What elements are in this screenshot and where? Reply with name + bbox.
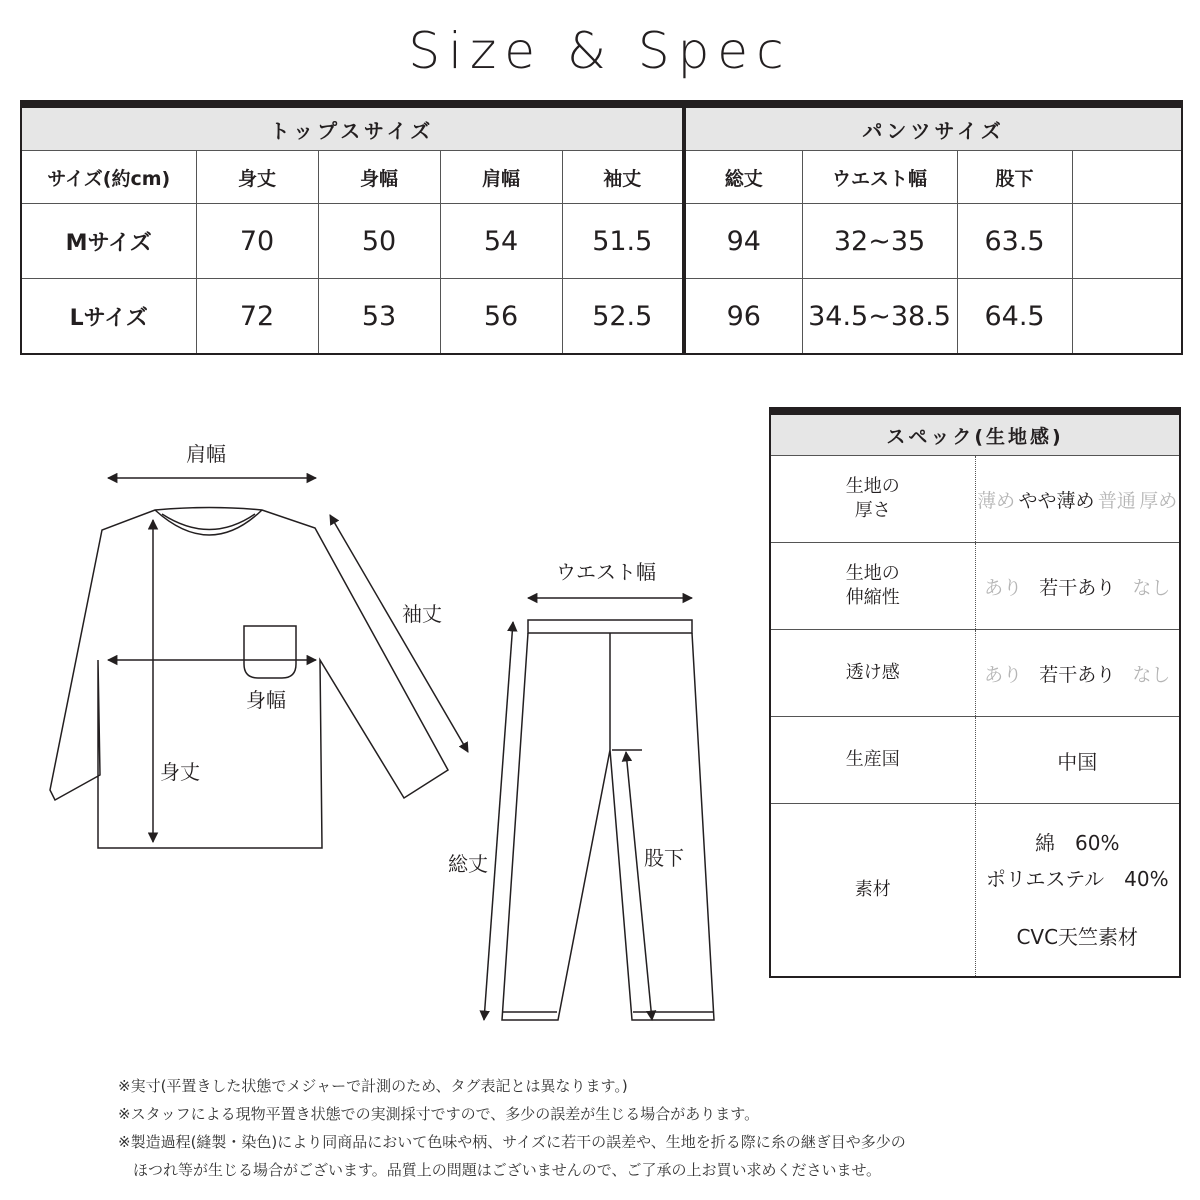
note-line: ※実寸(平置きした状態でメジャーで計測のため、タグ表記とは異なります。) (118, 1077, 628, 1095)
material-line: 綿 60% (1035, 831, 1120, 855)
scale-option: あり (984, 576, 1023, 599)
garment-diagram (0, 380, 760, 1040)
table-cell: 70 (196, 204, 318, 279)
table-cell: 51.5 (562, 204, 684, 279)
col-inseam: 股下 (957, 151, 1072, 204)
spec-header: スペック(生地感) (770, 411, 1180, 456)
waist-label: ウエスト幅 (556, 560, 656, 584)
material-line: CVC天竺素材 (1016, 925, 1139, 949)
spec-row-stretch (770, 543, 1180, 630)
table-cell: 64.5 (957, 279, 1072, 355)
pants-size-header: パンツサイズ (684, 104, 1182, 151)
size-table (20, 100, 1183, 355)
table-cell: 53 (318, 279, 440, 355)
origin-value: 中国 (975, 717, 1180, 804)
size-label: Mサイズ (21, 204, 196, 279)
col-empty (1072, 151, 1182, 204)
length-label: 身丈 (160, 760, 200, 784)
sleeve-label: 袖丈 (402, 602, 442, 626)
spec-row-material (770, 804, 1180, 978)
table-cell: 54 (440, 204, 562, 279)
table-row (21, 279, 1182, 355)
spec-scale (975, 630, 1180, 717)
scale-option: なし (1132, 663, 1171, 686)
table-cell (1072, 204, 1182, 279)
spec-table (769, 407, 1181, 978)
scale-option: 普通 (1097, 489, 1136, 512)
table-cell: 63.5 (957, 204, 1072, 279)
table-cell: 50 (318, 204, 440, 279)
page-title: Size & Spec (408, 22, 792, 80)
material-line: ポリエステル 40% (985, 867, 1169, 891)
col-total-length: 総丈 (684, 151, 802, 204)
spec-scale (975, 543, 1180, 630)
col-size: サイズ(約cm) (21, 151, 196, 204)
notes (118, 1072, 1178, 1184)
material-value (975, 804, 1180, 978)
scale-option: なし (1132, 576, 1171, 599)
scale-option: あり (984, 663, 1023, 686)
scale-option: 薄め (977, 489, 1016, 512)
col-body-length: 身丈 (196, 151, 318, 204)
sleeve-arrow (330, 515, 468, 752)
shirt-outline (50, 508, 448, 849)
shoulder-label: 肩幅 (186, 442, 226, 466)
table-cell: 72 (196, 279, 318, 355)
spec-label: 素材 (770, 804, 975, 978)
col-shoulder-width: 肩幅 (440, 151, 562, 204)
total-length-label: 総丈 (448, 852, 488, 876)
spec-label: 透け感 (770, 630, 975, 717)
spec-label-line: 厚さ (854, 500, 891, 521)
spec-label-line: 生地の (845, 476, 900, 497)
table-cell: 32~35 (802, 204, 957, 279)
note-line: ※製造過程(縫製・染色)により同商品において色味や柄、サイズに若干の誤差や、生地を折る際に糸の継ぎ目や多少の (118, 1133, 906, 1151)
table-row (21, 204, 1182, 279)
scale-option: 厚め (1139, 489, 1178, 512)
note-line: ※スタッフによる現物平置き状態での実測採寸ですので、多少の誤差が生じる場合があります。 (118, 1105, 760, 1123)
scale-option-selected: 若干あり (1039, 576, 1116, 599)
spec-scale (975, 456, 1180, 543)
size-label: Lサイズ (21, 279, 196, 355)
scale-option-selected: やや薄め (1018, 489, 1095, 512)
inseam-arrow (626, 752, 652, 1020)
total-length-arrow (484, 622, 513, 1020)
spec-label-line: 伸縮性 (845, 587, 900, 608)
table-cell (1072, 279, 1182, 355)
spec-row-sheer (770, 630, 1180, 717)
tops-size-header: トップスサイズ (21, 104, 684, 151)
table-cell: 56 (440, 279, 562, 355)
pants-outline (502, 620, 714, 1020)
table-cell: 94 (684, 204, 802, 279)
width-label: 身幅 (246, 688, 286, 712)
spec-row-origin (770, 717, 1180, 804)
table-cell: 52.5 (562, 279, 684, 355)
inseam-label: 股下 (644, 846, 684, 870)
spec-label: 生産国 (770, 717, 975, 804)
scale-option-selected: 若干あり (1039, 663, 1116, 686)
note-line: ほつれ等が生じる場合がございます。品質上の問題はございませんので、ご了承の上お買い求めくださいませ。 (133, 1161, 882, 1179)
table-cell: 34.5~38.5 (802, 279, 957, 355)
spec-label (770, 456, 975, 543)
col-waist-width: ウエスト幅 (802, 151, 957, 204)
col-body-width: 身幅 (318, 151, 440, 204)
table-cell: 96 (684, 279, 802, 355)
col-sleeve-length: 袖丈 (562, 151, 684, 204)
spec-label (770, 543, 975, 630)
spec-label-line: 生地の (845, 563, 900, 584)
spec-row-thickness (770, 456, 1180, 543)
